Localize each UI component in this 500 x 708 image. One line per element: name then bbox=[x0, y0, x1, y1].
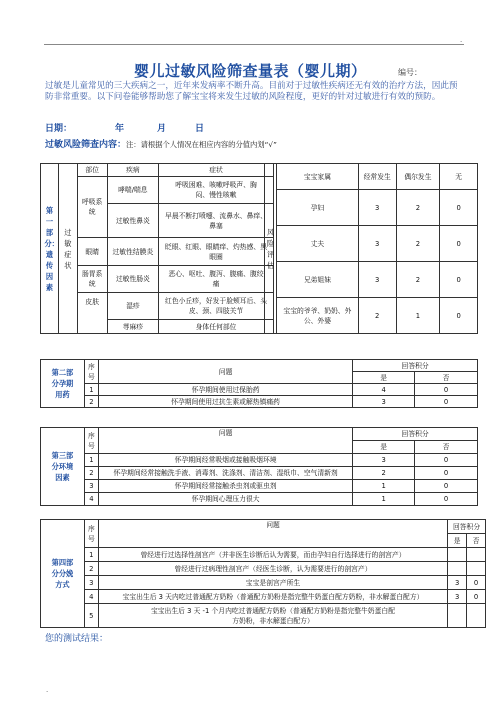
score-often[interactable]: 3 bbox=[358, 262, 396, 298]
part3-table bbox=[40, 427, 478, 506]
question-cell: 怀孕期间使用过保胎药 bbox=[98, 384, 352, 396]
score-no[interactable]: 0 bbox=[415, 493, 478, 506]
row-number: 1 bbox=[84, 384, 98, 396]
col-yes: 是 bbox=[353, 441, 415, 454]
symptom-cell: 恶心、呕吐、腹泻、腹痛、腹绞痛 bbox=[159, 266, 274, 293]
score-no[interactable]: 0 bbox=[467, 590, 486, 604]
col-disease: 疾病 bbox=[107, 164, 158, 177]
row-number: 1 bbox=[84, 454, 98, 467]
col-question: 问题 bbox=[98, 520, 447, 548]
part1-risk-table bbox=[264, 163, 478, 334]
header-rule bbox=[44, 44, 464, 45]
score-no[interactable]: 0 bbox=[415, 480, 478, 493]
score-yes[interactable] bbox=[448, 548, 467, 562]
col-symptom: 症状 bbox=[159, 164, 274, 177]
col-no: 序号 bbox=[84, 360, 98, 384]
col-none: 无 bbox=[440, 164, 478, 190]
score-sometimes[interactable]: 2 bbox=[396, 190, 440, 226]
symptom-cell: 身体任何部位 bbox=[159, 320, 274, 334]
score-none[interactable]: 0 bbox=[440, 190, 478, 226]
section-heading bbox=[45, 137, 277, 150]
family-cell: 宝宝的爷爷、奶奶、外公、外婆 bbox=[276, 298, 358, 334]
risk-eval-label: 风险评估 bbox=[265, 164, 277, 334]
date-label: 日期： bbox=[45, 124, 73, 134]
score-no[interactable]: 0 bbox=[415, 467, 478, 480]
score-often[interactable]: 3 bbox=[358, 226, 396, 262]
question-cell: 宝宝出生后 3 天内吃过普通配方奶粉（普通配方奶粉是指完整牛奶蛋白配方奶粉，非水解蛋白配方） bbox=[98, 590, 447, 604]
score-none[interactable]: 0 bbox=[440, 262, 478, 298]
col-yes: 是 bbox=[353, 372, 415, 384]
symptom-cell: 早晨不断打喷嚏、流鼻水、鼻痒、鼻塞 bbox=[159, 204, 274, 238]
family-cell: 孕妇 bbox=[276, 190, 358, 226]
score-yes[interactable]: 3 bbox=[353, 454, 415, 467]
score-yes[interactable]: 4 bbox=[353, 384, 415, 396]
part4-table bbox=[40, 519, 486, 628]
part1-symptom-table bbox=[40, 163, 274, 334]
score-yes[interactable]: 1 bbox=[353, 493, 415, 506]
day-label: 日 bbox=[195, 124, 205, 134]
month-label: 月 bbox=[157, 124, 167, 134]
disease-cell: 哮喘/喘息 bbox=[107, 177, 158, 204]
score-yes[interactable]: 1 bbox=[353, 480, 415, 493]
symptom-cell: 呼吸困难、咳嗽呼吸声、胸闷、慢性咳嗽 bbox=[159, 177, 274, 204]
part1-label: 第一部分：遗传因素 bbox=[41, 164, 59, 334]
symptom-cell: 眨眼、红眼、眼睛痒、灼热感、黑眼圈 bbox=[159, 238, 274, 266]
family-cell: 丈夫 bbox=[276, 226, 358, 262]
score-often[interactable]: 3 bbox=[358, 190, 396, 226]
score-yes[interactable]: 2 bbox=[353, 467, 415, 480]
col-often: 经常发生 bbox=[358, 164, 396, 190]
score-no[interactable] bbox=[467, 548, 486, 562]
col-question: 问题 bbox=[98, 428, 352, 454]
question-cell: 曾经进行过选择性剖宫产（并非医生诊断后认为需要，而由孕妇自行选择进行的剖宫产） bbox=[98, 548, 447, 562]
score-yes[interactable]: 3 bbox=[448, 576, 467, 590]
row-number: 2 bbox=[84, 467, 98, 480]
score-sometimes[interactable]: 2 bbox=[396, 262, 440, 298]
score-yes[interactable]: 3 bbox=[353, 396, 415, 408]
col-score: 回答积分 bbox=[448, 520, 486, 534]
score-no[interactable] bbox=[467, 562, 486, 576]
disease-cell: 过敏性鼻炎 bbox=[107, 204, 158, 238]
col-site: 部位 bbox=[77, 164, 107, 177]
row-number: 3 bbox=[84, 480, 98, 493]
row-number: 2 bbox=[84, 562, 98, 576]
section-note: 注：请根据个人情况在相应内容的分值内划“√” bbox=[126, 140, 277, 149]
col-family: 宝宝家属 bbox=[276, 164, 358, 190]
disease-cell: 荨麻疹 bbox=[107, 320, 158, 334]
intro-paragraph: 过敏是儿童常见的三大疾病之一，近年来发病率不断升高。目前对于过敏性疾病还无有效的治疗方法，因此预防非常重要。以下问卷能够帮助您了解宝宝将来发生过敏的风险程度，更好的针对过敏进行有效的预防。 bbox=[45, 81, 458, 102]
disease-cell: 湿疹 bbox=[107, 293, 158, 320]
row-number: 5 bbox=[84, 604, 98, 628]
score-none[interactable]: 0 bbox=[440, 298, 478, 334]
row-number: 4 bbox=[84, 590, 98, 604]
question-cell: 怀孕期间使用过抗生素或解热镇痛药 bbox=[98, 396, 352, 408]
row-number: 1 bbox=[84, 548, 98, 562]
site-cell: 皮肤 bbox=[77, 293, 107, 334]
col-question: 问题 bbox=[98, 360, 352, 384]
score-no[interactable]: 0 bbox=[467, 576, 486, 590]
disease-cell: 过敏性肠炎 bbox=[107, 266, 158, 293]
score-none[interactable]: 0 bbox=[440, 226, 478, 262]
row-number: 3 bbox=[84, 576, 98, 590]
question-cell: 宝宝是剖宫产所生 bbox=[98, 576, 447, 590]
family-cell: 兄弟姐妹 bbox=[276, 262, 358, 298]
question-cell: 曾经进行过病理性剖宫产（经医生诊断，认为需要进行的剖宫产） bbox=[98, 562, 447, 576]
form-number-label: 编号： bbox=[398, 68, 422, 77]
site-cell: 眼睛 bbox=[77, 238, 107, 266]
bottom-mark: . bbox=[46, 686, 49, 694]
row-number: 2 bbox=[84, 396, 98, 408]
symptom-cell: 红色小丘疹，好发于脸颊耳后、头皮、颈、四肢关节 bbox=[159, 293, 274, 320]
score-no[interactable]: 0 bbox=[415, 384, 478, 396]
question-cell: 怀孕期间经常接触洗手液、消毒剂、洗涤剂、清洁剂、湿纸巾、空气清新剂 bbox=[98, 467, 352, 480]
corner-mark: · bbox=[460, 38, 463, 46]
year-label: 年 bbox=[115, 124, 125, 134]
score-yes[interactable] bbox=[448, 604, 467, 628]
score-yes[interactable] bbox=[448, 562, 467, 576]
question-cell: 怀孕期间经常吸烟或接触吸烟环境 bbox=[98, 454, 352, 467]
score-no[interactable]: 0 bbox=[415, 396, 478, 408]
score-often[interactable]: 2 bbox=[358, 298, 396, 334]
col-no: 序号 bbox=[84, 428, 98, 454]
row-number: 4 bbox=[84, 493, 98, 506]
site-cell: 呼吸系统 bbox=[77, 177, 107, 238]
score-sometimes[interactable]: 2 bbox=[396, 226, 440, 262]
section-title: 过敏风险筛查内容： bbox=[45, 140, 127, 150]
part2-table bbox=[40, 359, 478, 408]
col-no-answer: 否 bbox=[467, 534, 486, 548]
part4-label: 第四部分分娩方式 bbox=[41, 520, 85, 628]
score-yes[interactable]: 3 bbox=[448, 590, 467, 604]
test-result-label: 您的测试结果： bbox=[45, 634, 109, 644]
part1-sub-label: 过敏症状 bbox=[58, 164, 77, 334]
col-no: 序号 bbox=[84, 520, 98, 548]
col-no-answer: 否 bbox=[415, 441, 478, 454]
part3-label: 第三部分环境因素 bbox=[41, 428, 85, 506]
question-cell: 怀孕期间心理压力很大 bbox=[98, 493, 352, 506]
col-no-answer: 否 bbox=[415, 372, 478, 384]
part2-label: 第二部分孕期用药 bbox=[41, 360, 85, 408]
col-sometimes: 偶尔发生 bbox=[396, 164, 440, 190]
score-no[interactable] bbox=[467, 604, 486, 628]
score-sometimes[interactable]: 1 bbox=[396, 298, 440, 334]
page-title: 婴儿过敏风险筛查量表（婴儿期） bbox=[134, 62, 367, 80]
score-no[interactable]: 0 bbox=[415, 454, 478, 467]
question-cell: 宝宝出生后 3 天 -1 个月内吃过普通配方奶粉（普通配方奶粉是指完整牛奶蛋白配方奶粉，非水解蛋白配方） bbox=[98, 604, 447, 628]
col-yes: 是 bbox=[448, 534, 467, 548]
col-score: 回答积分 bbox=[353, 428, 478, 441]
question-cell: 怀孕期间经常接触杀虫剂或驱虫剂 bbox=[98, 480, 352, 493]
site-cell: 肠胃系统 bbox=[77, 266, 107, 293]
disease-cell: 过敏性结膜炎 bbox=[107, 238, 158, 266]
col-score: 回答积分 bbox=[353, 360, 478, 372]
